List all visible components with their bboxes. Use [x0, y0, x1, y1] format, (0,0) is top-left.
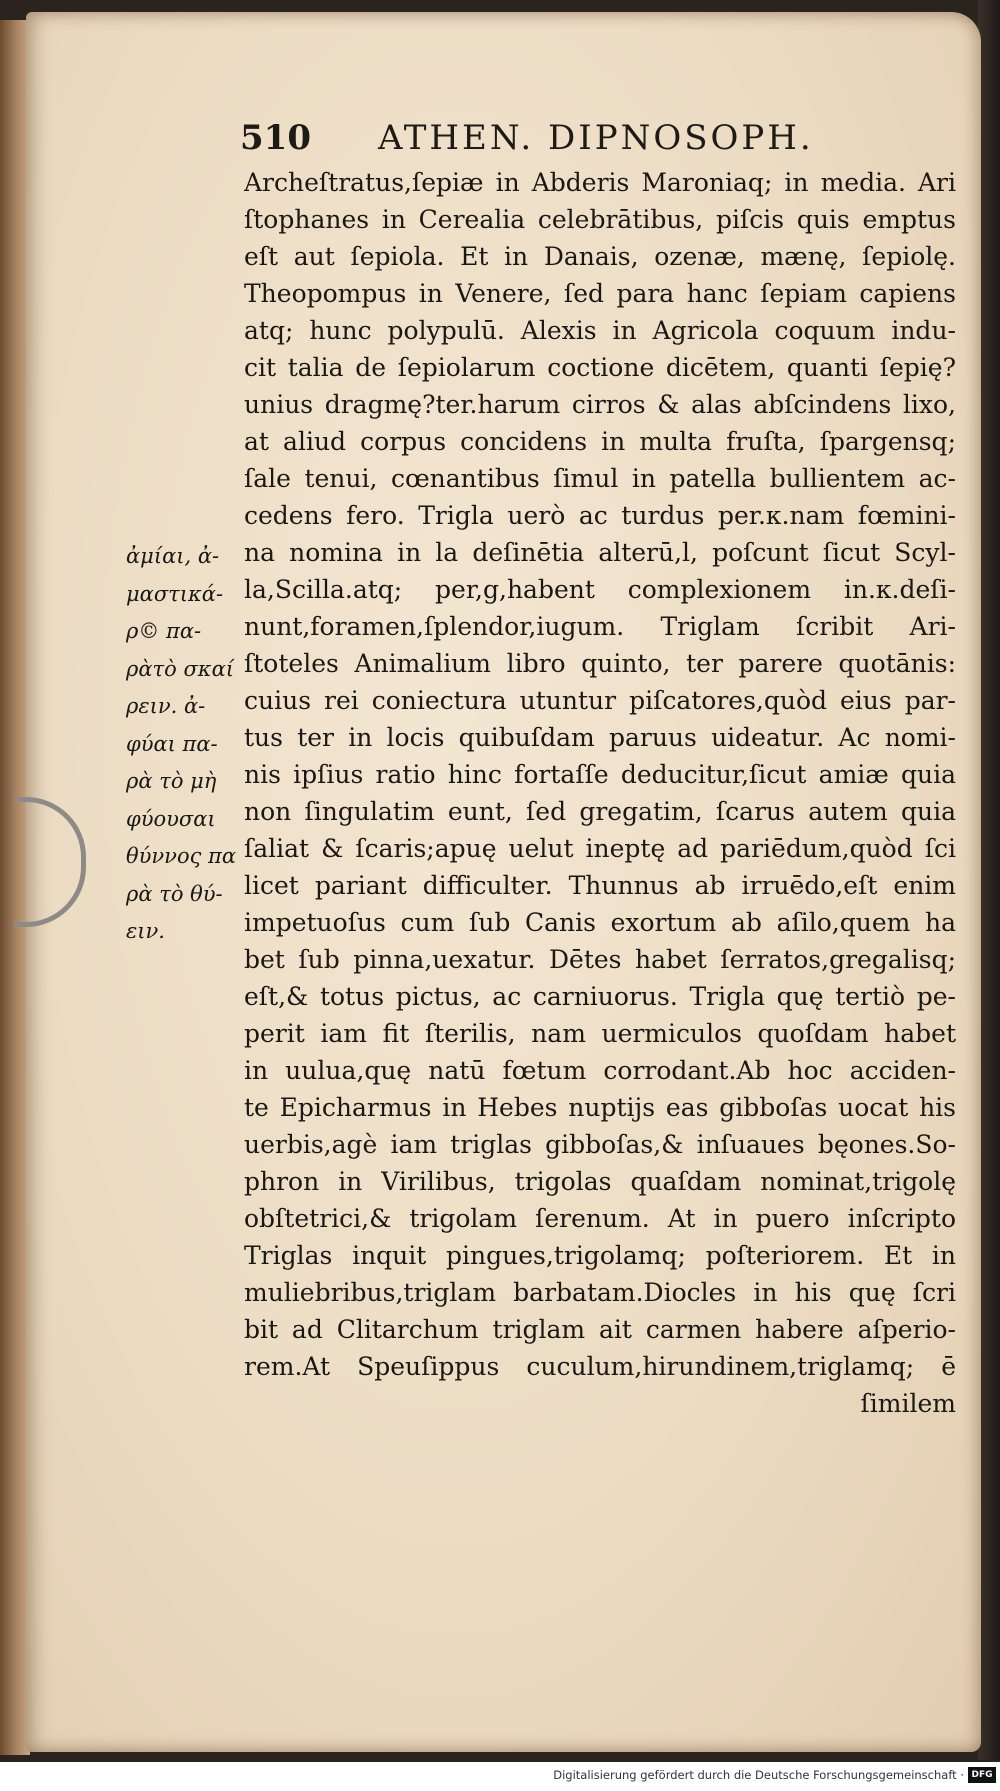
text-line: eſt aut ſepiola. Et in Danais, ozenæ, mænę, ſepiolę.: [244, 242, 956, 271]
text-line: Theopompus in Venere, ſed para hanc ſepiam capiens: [244, 279, 956, 308]
text-line: nis ipſius ratio hinc fortaſſe deducitur,ſicut amiæ quia: [244, 760, 956, 789]
funding-credit: Digitalisierung gefördert durch die Deutsche Forschungsgemeinschaft ·: [553, 1768, 964, 1782]
margin-note-line: ἀμίαι, ἀ-: [126, 544, 220, 568]
margin-note-line: ρὰ τὸ θύ-: [126, 881, 223, 906]
text-line: ſaliat & ſcaris;apuę uelut ineptę ad pariēdum,quòd ſci: [244, 834, 956, 863]
page-header: [240, 118, 890, 162]
text-line: in uulua,quę natū fœtum corrodant.Ab hoc acciden-: [244, 1056, 956, 1085]
text-line: unius dragmę?ter.harum cirros & alas abſcindens lixo,: [244, 390, 956, 419]
text-line: ſimilem: [860, 1389, 956, 1418]
page-number: 510: [240, 118, 311, 158]
book-cover-edge: [978, 0, 1000, 1760]
text-line: phron in Virilibus, trigolas quaſdam nominat,trigolę: [244, 1167, 956, 1196]
dfg-logo-icon: DFG: [968, 1767, 996, 1783]
margin-note-line: ρ© πα-: [126, 619, 202, 643]
text-line: ſale tenui, cœnantibus ſimul in patella bullientem ac-: [244, 464, 956, 493]
text-line: bit ad Clitarchum triglam ait carmen habere aſperio-: [244, 1315, 956, 1344]
footer-bar: [0, 1762, 1000, 1791]
margin-note-line: ειν.: [126, 919, 165, 943]
main-text-block: [244, 164, 956, 1422]
text-line: at aliud corpus concidens in multa fruſta, ſpargensq;: [244, 427, 956, 456]
text-line: atq; hunc polypulū. Alexis in Agricola coquum indu-: [244, 316, 956, 345]
text-line: Triglas inquit pingues,trigolamq; poſteriorem. Et in: [244, 1241, 956, 1270]
margin-note-line: μαστικά-: [126, 581, 224, 606]
text-line: muliebribus,triglam barbatam.Diocles in his quę ſcri: [244, 1278, 956, 1307]
margin-note-line: φύουσαι: [126, 806, 216, 831]
text-line: non ſingulatim eunt, ſed gregatim, ſcarus autem quia: [244, 797, 956, 826]
text-line: eſt,& totus pictus, ac carniuorus. Trigla quę tertiò pe-: [244, 982, 956, 1011]
text-line: licet pariant difficulter. Thunnus ab irruēdo,eſt enim: [244, 871, 956, 900]
text-line: cit talia de ſepiolarum coctione dicētem, quanti ſepię?: [244, 353, 956, 382]
text-line: rem.At Speuſippus cuculum,hirundinem,triglamq; ē: [244, 1352, 956, 1381]
text-line: cedens fero. Trigla uerò ac turdus per.κ.nam fœmini-: [244, 501, 956, 530]
text-line: te Epicharmus in Hebes nuptijs eas gibboſas uocat his: [244, 1093, 956, 1122]
text-line: na nomina in la deſinētia alterū,l, poſcunt ſicut Scyl-: [244, 538, 956, 567]
margin-note-line: ρὰτὸ σκαί: [126, 656, 234, 681]
greek-marginal-notes: [126, 538, 238, 951]
margin-note-line: φύαι πα-: [126, 731, 218, 756]
margin-note-line: ρειν. ἀ-: [126, 694, 206, 718]
margin-note-line: ρὰ τὸ μὴ: [126, 769, 217, 793]
clasp-ring: [14, 797, 86, 927]
text-line: uerbis,agè iam triglas gibboſas,& inſuaues bęones.So-: [244, 1130, 956, 1159]
text-line: obſtetrici,& trigolam ſerenum. At in puero inſcripto: [244, 1204, 956, 1233]
text-line: cuius rei coniectura utuntur piſcatores,quòd eius par-: [244, 686, 956, 715]
text-line: nunt,foramen,ſplendor,iugum. Triglam ſcribit Ari-: [244, 612, 956, 641]
text-line: tus ter in locis quibuſdam paruus uideatur. Ac nomi-: [244, 723, 956, 752]
text-line: ſtophanes in Cerealia celebrātibus, piſcis quis emptus: [244, 205, 956, 234]
text-line: bet ſub pinna,uexatur. Dētes habet ſerratos,gregalisq;: [244, 945, 956, 974]
running-head: ATHEN. DIPNOSOPH.: [378, 118, 814, 158]
text-line: perit iam fit ſterilis, nam uermiculos quoſdam habet: [244, 1019, 956, 1048]
text-line: la,Scilla.atq; per,g,habent complexionem in.κ.deſi-: [244, 575, 956, 604]
margin-note-line: θύννος πα: [126, 844, 237, 868]
text-line: Archeſtratus,ſepiæ in Abderis Maroniaq; in media. Ari: [244, 168, 956, 197]
text-line: ſtoteles Animalium libro quinto, ter parere quotānis:: [244, 649, 956, 678]
text-line: impetuoſus cum ſub Canis exortum ab aſilo,quem ha: [244, 908, 956, 937]
